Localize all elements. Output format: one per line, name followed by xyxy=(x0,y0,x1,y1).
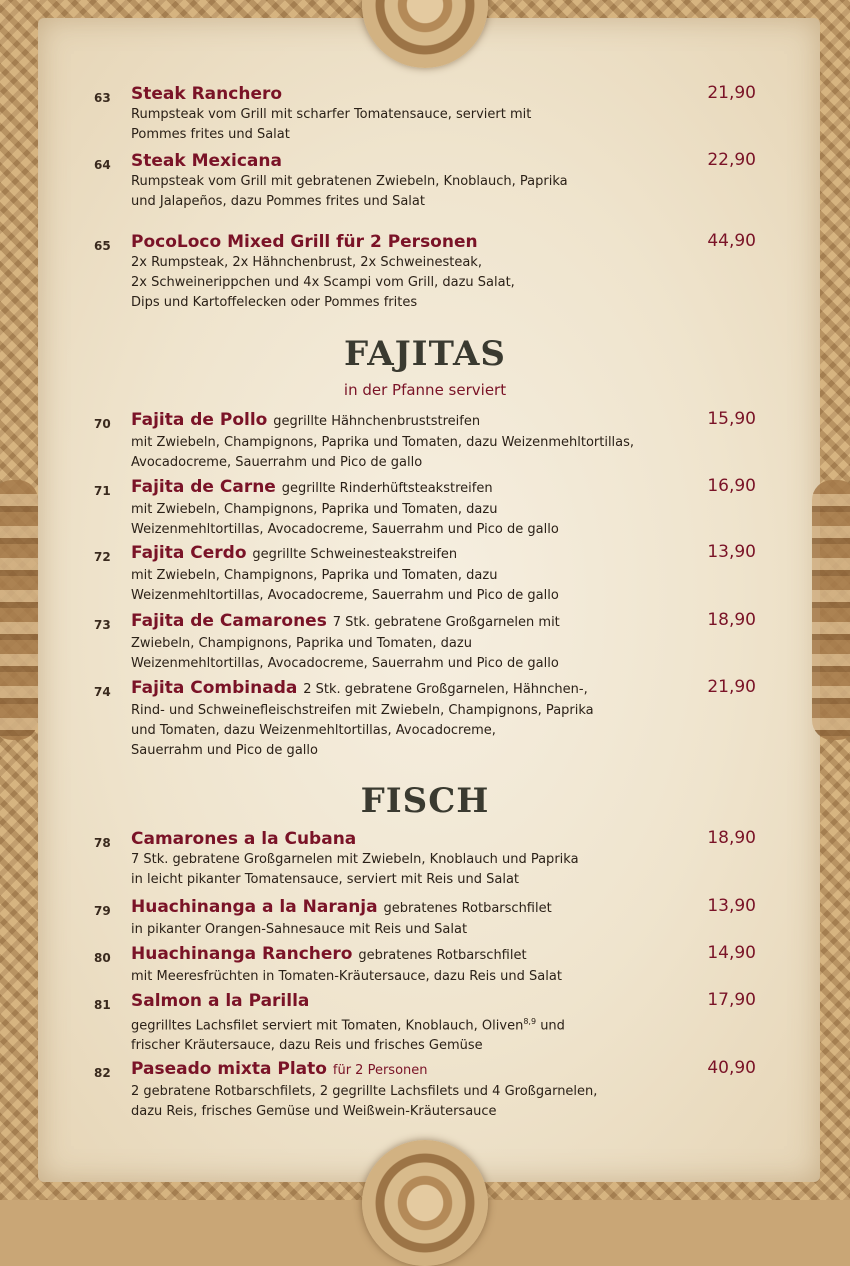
item-price: 18,90 xyxy=(707,828,756,848)
item-name: Camarones a la Cubana xyxy=(131,829,357,849)
item-price: 14,90 xyxy=(707,943,756,963)
item-name: Paseado mixta Plato xyxy=(131,1059,327,1079)
item-description: 2 gebratene Rotbarschfilets, 2 gegrillte Lachsfilets und 4 Großgarnelen, dazu Reis, frisches Gemüse und Weißwein-Kräutersauce xyxy=(131,1084,598,1119)
item-inline-description: für 2 Personen xyxy=(332,1063,428,1078)
item-number: 64 xyxy=(94,158,111,172)
item-number: 74 xyxy=(94,685,111,699)
item-inline-description: 2 Stk. gebratene Großgarnelen, Hähnchen-, xyxy=(303,682,588,697)
item-name: Huachinanga a la Naranja xyxy=(131,897,378,917)
item-name: Fajita Cerdo xyxy=(131,543,247,563)
item-name: Fajita de Pollo xyxy=(131,410,268,430)
item-name: Steak Ranchero xyxy=(131,84,283,104)
item-number: 71 xyxy=(94,484,111,498)
item-description: mit Zwiebeln, Champignons, Paprika und Tomaten, dazu Weizenmehltortillas, Avocadocreme, Sauerrahm und Pico de gallo xyxy=(131,435,635,470)
item-name: Fajita de Carne xyxy=(131,477,276,497)
item-description: Rumpsteak vom Grill mit gebratenen Zwiebeln, Knoblauch, Paprika und Jalapeños, dazu Pommes frites und Salat xyxy=(131,174,568,209)
item-inline-description: gegrillte Schweinesteakstreifen xyxy=(252,547,458,562)
item-number: 78 xyxy=(94,836,111,850)
section-subtitle: in der Pfanne serviert xyxy=(343,381,507,399)
section-title-fajitas: FAJITAS xyxy=(344,334,506,374)
item-number: 63 xyxy=(94,91,111,105)
section-title-fisch: FISCH xyxy=(360,781,490,821)
item-description: mit Zwiebeln, Champignons, Paprika und Tomaten, dazu Weizenmehltortillas, Avocadocreme, Sauerrahm und Pico de gallo xyxy=(131,502,559,537)
item-price: 21,90 xyxy=(707,83,756,103)
item-number: 82 xyxy=(94,1066,111,1080)
item-price: 22,90 xyxy=(707,150,756,170)
item-name: Fajita Combinada xyxy=(131,678,298,698)
item-number: 79 xyxy=(94,904,111,918)
item-price: 16,90 xyxy=(707,476,756,496)
item-price: 17,90 xyxy=(707,990,756,1010)
item-description: 2x Rumpsteak, 2x Hähnchenbrust, 2x Schweinesteak, 2x Schweinerippchen und 4x Scampi vom Grill, dazu Salat, Dips und Kartoffelecken oder Pommes frites xyxy=(131,255,515,310)
item-price: 13,90 xyxy=(707,896,756,916)
item-name: Huachinanga Ranchero xyxy=(131,944,353,964)
item-description: Rumpsteak vom Grill mit scharfer Tomatensauce, serviert mit Pommes frites und Salat xyxy=(131,107,532,142)
item-number: 73 xyxy=(94,618,111,632)
item-description: mit Zwiebeln, Champignons, Paprika und Tomaten, dazu Weizenmehltortillas, Avocadocreme, Sauerrahm und Pico de gallo xyxy=(131,568,559,603)
item-inline-description: gegrillte Hähnchenbruststreifen xyxy=(273,414,481,429)
item-name: Steak Mexicana xyxy=(131,151,282,171)
item-price: 15,90 xyxy=(707,409,756,429)
item-name: PocoLoco Mixed Grill für 2 Personen xyxy=(131,232,478,252)
item-name: Salmon a la Parilla xyxy=(131,991,310,1011)
item-description: 7 Stk. gebratene Großgarnelen mit Zwiebeln, Knoblauch und Paprika in leicht pikanter Tomatensauce, serviert mit Reis und Salat xyxy=(131,852,579,887)
item-inline-description: gebratenes Rotbarschfilet xyxy=(383,901,552,916)
item-price: 44,90 xyxy=(707,231,756,251)
item-description: in pikanter Orangen-Sahnesauce mit Reis und Salat xyxy=(131,922,468,937)
item-price: 40,90 xyxy=(707,1058,756,1078)
item-inline-description: gebratenes Rotbarschfilet xyxy=(358,948,527,963)
item-description: gegrilltes Lachsfilet serviert mit Tomaten, Knoblauch, Oliven$^{8,9}$ und frischer Kräutersauce, dazu Reis und frisches Gemüse xyxy=(131,1017,565,1054)
item-description: Rind- und Schweinefleischstreifen mit Zwiebeln, Champignons, Paprika und Tomaten, dazu Weizenmehltortillas, Avocadocreme, Sauerrahm und Pico de gallo xyxy=(131,703,594,758)
allergen-superscript: 8,9 xyxy=(523,1017,537,1026)
item-number: 72 xyxy=(94,550,111,564)
item-description: Zwiebeln, Champignons, Paprika und Tomaten, dazu Weizenmehltortillas, Avocadocreme, Sauerrahm und Pico de gallo xyxy=(131,636,559,671)
item-price: 21,90 xyxy=(707,677,756,697)
item-number: 70 xyxy=(94,417,111,431)
item-number: 81 xyxy=(94,998,111,1012)
item-name: Fajita de Camarones xyxy=(131,611,327,631)
item-description: mit Meeresfrüchten in Tomaten-Kräutersauce, dazu Reis und Salat xyxy=(131,969,562,984)
item-number: 80 xyxy=(94,951,111,965)
item-inline-description: gegrillte Rinderhüftsteakstreifen xyxy=(281,481,493,496)
item-price: 13,90 xyxy=(707,542,756,562)
item-inline-description: 7 Stk. gebratene Großgarnelen mit xyxy=(332,615,560,630)
item-price: 18,90 xyxy=(707,610,756,630)
item-number: 65 xyxy=(94,239,111,253)
